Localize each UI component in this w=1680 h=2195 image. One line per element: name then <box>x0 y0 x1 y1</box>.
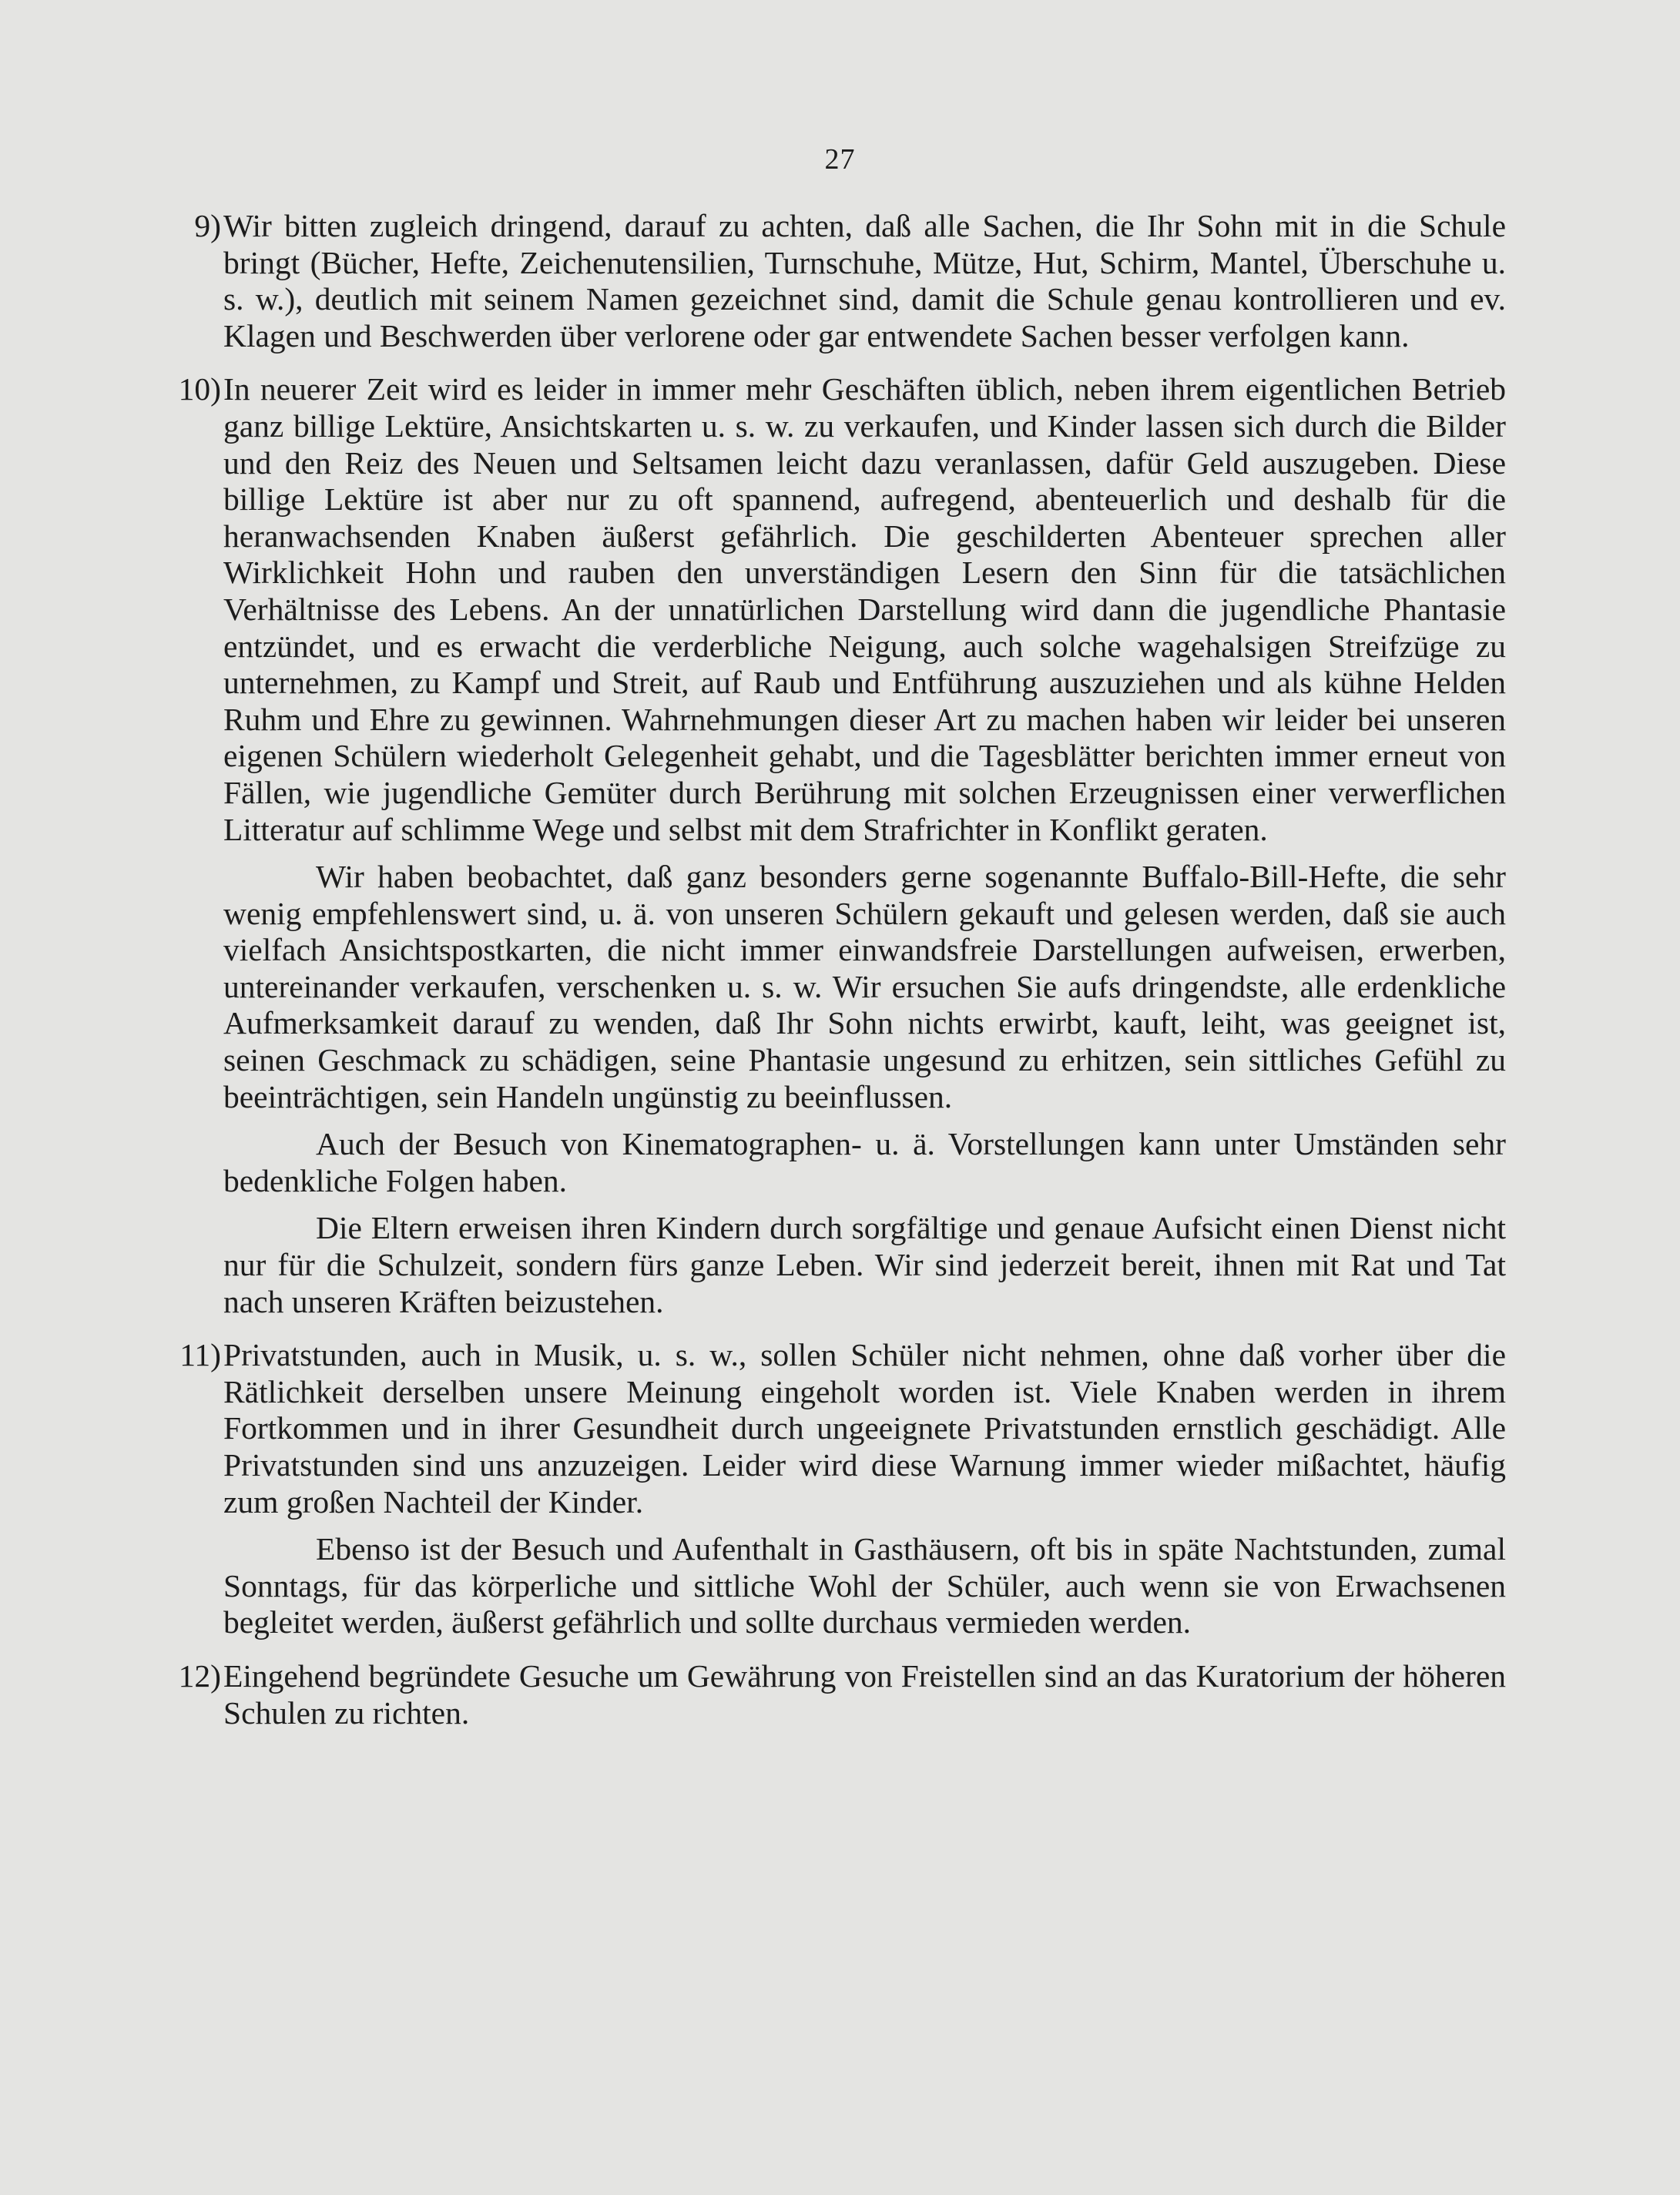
list-item-10 <box>178 371 1506 1320</box>
list-item-11 <box>179 1337 1506 1641</box>
page-body <box>178 208 1506 1731</box>
item-number: 12) <box>178 1657 221 1694</box>
paragraph: Auch der Besuch von Kinematographen- u. ä. Vorstellungen kann unter Umständen sehr bedenkliche Folgen haben. <box>223 1126 1506 1198</box>
paragraph: Wir bitten zugleich dringend, darauf zu achten, daß alle Sachen, die Ihr Sohn mit in die Schule bringt (Bücher, Hefte, Zeichenutensilien, Turnschuhe, Mütze, Hut, Schirm, Mantel, Überschuhe u. s. w.), deutlich mit seinem Namen gezeichnet sind, damit die Schule genau kontrollieren und ev. Klagen und Beschwerden über verlorene oder gar entwendete Sachen besser verfolgen kann. <box>223 208 1506 354</box>
item-number: 9) <box>194 208 221 243</box>
paragraph: Wir haben beobachtet, daß ganz besonders gerne sogenannte Buffalo-Bill-Hefte, die sehr wenig empfehlenswert sind, u. ä. von unseren Schülern gekauft und gelesen werden, daß sie auch vielfach Ansichtspostkarten, die nicht immer einwandsfreie Darstellungen aufweisen, erwerben, untereinander verkaufen, verschenken u. s. w. Wir ersuchen Sie aufs dringendste, alle erdenkliche Aufmerksamkeit darauf zu wenden, daß Ihr Sohn nichts erwirbt, kauft, leiht, was geeignet ist, seinen Geschmack zu schädigen, seine Phantasie ungesund zu erhitzen, sein sittliches Gefühl zu beeinträchtigen, sein Handeln ungünstig zu beeinflussen. <box>223 859 1506 1114</box>
list-item-12 <box>178 1657 1506 1731</box>
paragraph: Ebenso ist der Besuch und Aufenthalt in Gasthäusern, oft bis in späte Nachtstunden, zumal Sonntags, für das körperliche und sittliche Wohl der Schüler, auch wenn sie von Erwachsenen begleitet werden, äußerst gefährlich und sollte durchaus vermieden werden. <box>223 1531 1506 1640</box>
item-number: 11) <box>179 1337 221 1373</box>
paragraph: In neuerer Zeit wird es leider in immer mehr Geschäften üblich, neben ihrem eigentlichen Betrieb ganz billige Lektüre, Ansichtskarten u. s. w. zu verkaufen, und Kinder lassen sich durch die Bilder und den Reiz des Neuen und Seltsamen leicht dazu veranlassen, dafür Geld auszugeben. Diese billige Lektüre ist aber nur zu oft spannend, aufregend, abenteuerlich und deshalb für die heranwachsenden Knaben äußerst gefährlich. Die geschilderten Abenteuer sprechen aller Wirklichkeit Hohn und rauben den unverständigen Lesern den Sinn für die tatsächlichen Verhältnisse des Lebens. An der unnatürlichen Darstellung wird dann die jugendliche Phantasie entzündet, und es erwacht die verderbliche Neigung, auch solche wagehalsigen Streifzüge zu unternehmen, zu Kampf und Streit, auf Raub und Entführung auszuziehen und als kühne Helden Ruhm und Ehre zu gewinnen. Wahrnehmungen dieser Art zu machen haben wir leider bei unseren eigenen Schülern wiederholt Gelegenheit gehabt, und die Tagesblätter berichten immer erneut von Fällen, wie jugendliche Gemüter durch Berührung mit solchen Erzeugnissen einer verwerflichen Litteratur auf schlimme Wege und selbst mit dem Strafrichter in Konflikt geraten. <box>223 371 1506 847</box>
page-number: 27 <box>824 143 856 176</box>
item-number: 10) <box>178 371 221 407</box>
paragraph: Privatstunden, auch in Musik, u. s. w., sollen Schüler nicht nehmen, ohne daß vorher über die Rätlichkeit derselben unsere Meinung eingeholt worden ist. Viele Knaben werden in ihrem Fortkommen und in ihrer Gesundheit durch ungeeignete Privatstunden ernstlich geschädigt. Alle Privatstunden sind uns anzuzeigen. Leider wird diese Warnung immer wieder mißachtet, häufig zum großen Nachteil der Kinder. <box>223 1337 1506 1520</box>
paragraph: Eingehend begründete Gesuche um Gewährung von Freistellen sind an das Kuratorium der höheren Schulen zu richten. <box>223 1657 1506 1731</box>
list-item-9 <box>185 208 1506 354</box>
paragraph: Die Eltern erweisen ihren Kindern durch sorgfältige und genaue Aufsicht einen Dienst nicht nur für die Schulzeit, sondern fürs ganze Leben. Wir sind jederzeit bereit, ihnen mit Rat und Tat nach unseren Kräften beizustehen. <box>223 1210 1506 1319</box>
